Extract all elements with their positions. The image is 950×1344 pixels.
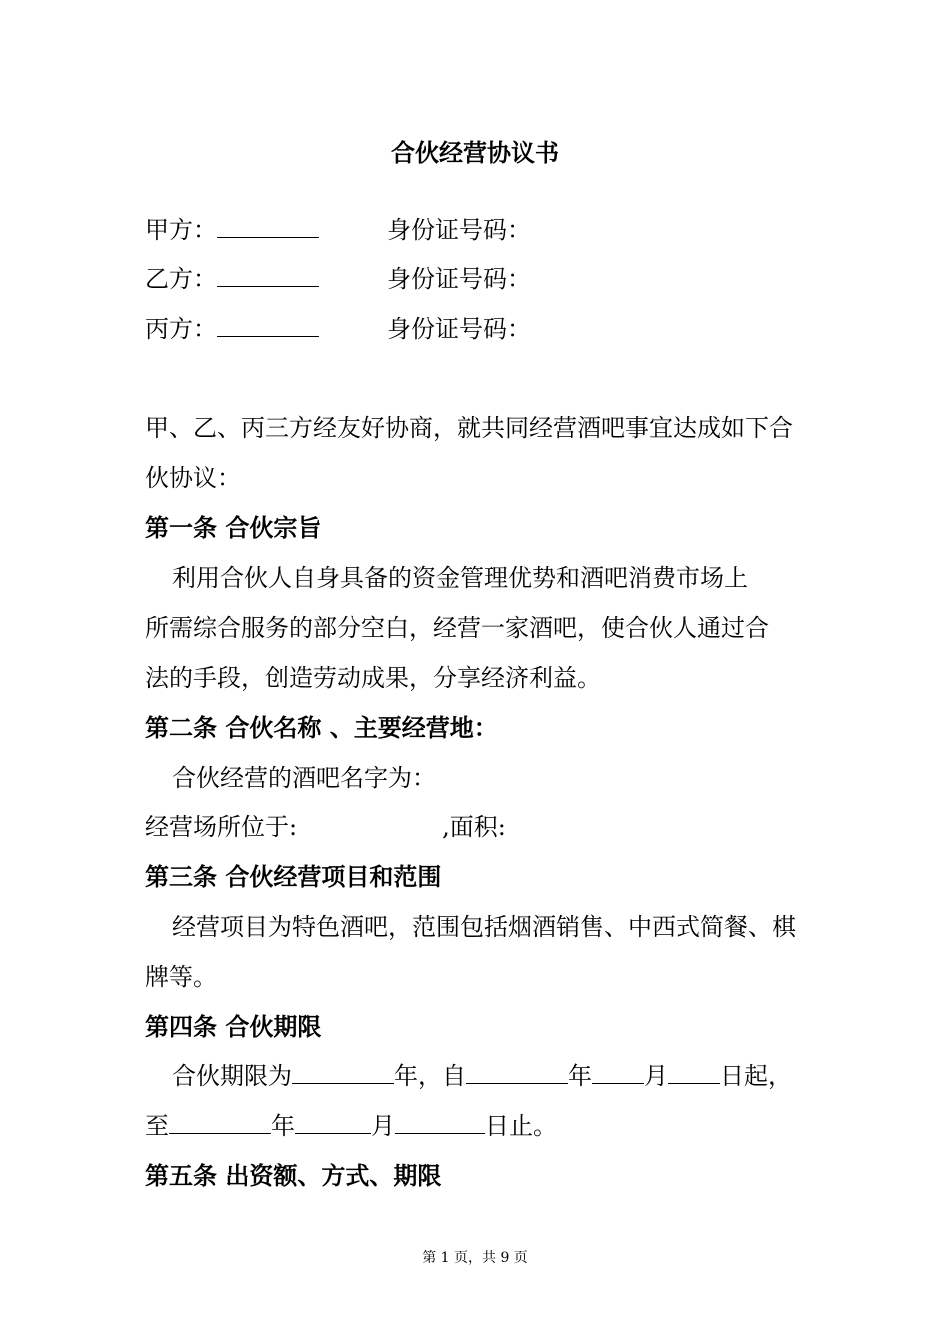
start-month-blank xyxy=(592,1061,644,1084)
article-1-line-1: 利用合伙人自身具备的资金管理优势和酒吧消费市场上 xyxy=(172,564,748,592)
month-label: 月 xyxy=(371,1112,395,1140)
end-year-blank xyxy=(169,1111,271,1134)
party-name-blank xyxy=(217,264,319,287)
start-year-blank xyxy=(466,1061,568,1084)
party-name-blank xyxy=(217,215,319,238)
page-footer: 第 1 页，共 9 页 xyxy=(422,1250,528,1266)
article-1-line-3: 法的手段，创造劳动成果，分享经济利益。 xyxy=(145,664,601,692)
start-day-label: 日起， xyxy=(720,1062,792,1090)
article-5-heading: 第五条 出资额、方式、期限 xyxy=(145,1161,442,1190)
article-1-heading: 第一条 合伙宗旨 xyxy=(145,513,322,542)
id-number-label: 身份证号码： xyxy=(387,216,531,244)
year-label: 年 xyxy=(271,1112,295,1140)
area-label: ,面积: xyxy=(442,813,506,841)
article-3-line-2: 牌等。 xyxy=(145,963,217,991)
intro-line-2: 伙协议： xyxy=(145,464,241,492)
party-label: 甲方： xyxy=(145,216,217,244)
until-label: 至 xyxy=(145,1112,169,1140)
party-row-c xyxy=(145,309,531,344)
article-4-line-2 xyxy=(145,1106,557,1141)
month-label: 月 xyxy=(644,1062,668,1090)
id-number-label: 身份证号码： xyxy=(387,265,531,293)
article-2-heading: 第二条 合伙名称 、主要经营地： xyxy=(145,713,498,742)
article-4-line-1 xyxy=(172,1056,792,1091)
location-label: 经营场所位于: xyxy=(145,813,298,841)
year-label: 年 xyxy=(568,1062,592,1090)
article-1-line-2: 所需综合服务的部分空白，经营一家酒吧，使合伙人通过合 xyxy=(145,614,769,642)
article-2-line-2 xyxy=(145,807,506,842)
term-label: 合伙期限为 xyxy=(172,1062,292,1090)
article-4-heading: 第四条 合伙期限 xyxy=(145,1012,322,1041)
end-day-label: 日止。 xyxy=(485,1112,557,1140)
party-name-blank xyxy=(217,314,319,337)
article-3-line-1: 经营项目为特色酒吧，范围包括烟酒销售、中西式简餐、棋 xyxy=(172,913,796,941)
term-years-blank xyxy=(292,1061,394,1084)
start-day-blank xyxy=(668,1061,720,1084)
end-month-blank xyxy=(295,1111,371,1134)
end-day-blank xyxy=(395,1111,485,1134)
party-row-a xyxy=(145,210,531,245)
document-title: 合伙经营协议书 xyxy=(391,138,559,167)
party-label: 丙方： xyxy=(145,315,217,343)
intro-line-1: 甲、乙、丙三方经友好协商，就共同经营酒吧事宜达成如下合 xyxy=(145,414,793,442)
article-3-heading: 第三条 合伙经营项目和范围 xyxy=(145,862,442,891)
article-2-line-1: 合伙经营的酒吧名字为： xyxy=(172,764,436,792)
id-number-label: 身份证号码： xyxy=(387,315,531,343)
term-from-label: 年，自 xyxy=(394,1062,466,1090)
party-row-b xyxy=(145,259,531,294)
party-label: 乙方： xyxy=(145,265,217,293)
